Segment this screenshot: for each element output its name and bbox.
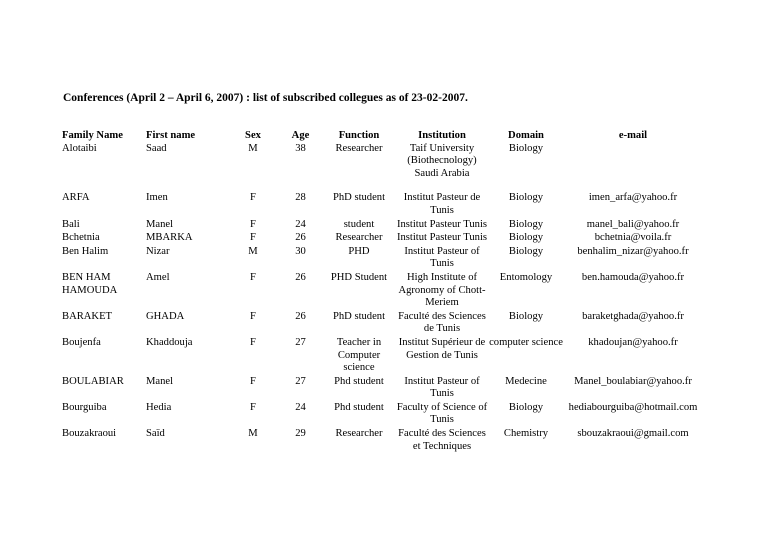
cell-institution: Faculty of Science of Tunis: [396, 401, 488, 426]
cell-email: baraketghada@yahoo.fr: [582, 310, 684, 322]
cell-function: Phd student: [334, 401, 384, 413]
header-institution-label: Institution: [418, 130, 466, 141]
cell-age: 24: [295, 218, 306, 230]
header-family-name-label: Family Name: [62, 130, 123, 141]
cell-age: 27: [295, 375, 306, 387]
cell-email: bchetnia@voila.fr: [594, 232, 672, 244]
cell-age: 29: [295, 428, 306, 440]
cell-sex: M: [248, 245, 258, 257]
first-entry-institution: Taif University (Biothecnology) Saudi Arabia: [407, 142, 477, 179]
cell-domain: Medecine: [505, 375, 547, 387]
first-entry-family-name: Alotaibi: [62, 142, 97, 154]
cell-institution: Institut Pasteur de Tunis: [403, 192, 481, 216]
cell-first-name: GHADA: [146, 310, 185, 322]
header-family-name: [58, 130, 144, 180]
cell-institution: Institut Pasteur Tunis: [396, 218, 488, 230]
cell-family-name: Boujenfa: [62, 336, 101, 348]
cell-email: benhalim_nizar@yahoo.fr: [577, 245, 689, 257]
cell-domain: Chemistry: [503, 428, 549, 440]
cell-function: Researcher: [335, 428, 383, 440]
cell-family-name: Bourguiba: [62, 401, 107, 413]
header-domain: [489, 130, 563, 180]
cell-domain: computer science: [489, 336, 563, 348]
header-email-label: e-mail: [618, 130, 648, 141]
cell-family-name: Ben Halim: [62, 245, 109, 257]
cell-sex: F: [250, 271, 256, 283]
cell-sex: F: [250, 401, 256, 413]
header-email: [563, 130, 703, 180]
table-row: [58, 192, 703, 218]
cell-first-name: Amel: [146, 271, 170, 283]
cell-first-name: Imen: [146, 192, 168, 204]
cell-family-name: BOULABIAR: [62, 375, 124, 387]
table-row: [58, 376, 703, 402]
cell-first-name: Saïd: [146, 428, 165, 440]
header-age: [278, 130, 323, 180]
cell-function: student: [343, 218, 375, 230]
cell-sex: M: [248, 428, 258, 440]
cell-email: khadoujan@yahoo.fr: [588, 336, 678, 348]
cell-institution: High Institute of Agronomy of Chott-Meriem: [398, 271, 486, 309]
table-row: [58, 402, 703, 428]
table-row: [58, 180, 703, 192]
cell-function: Researcher: [335, 232, 383, 244]
table-row: [58, 219, 703, 233]
cell-age: 24: [295, 401, 306, 413]
first-entry-domain: Biology: [508, 142, 544, 154]
cell-function: PHD: [348, 245, 370, 257]
cell-sex: F: [250, 375, 256, 387]
cell-email: manel_bali@yahoo.fr: [586, 218, 680, 230]
cell-first-name: Khaddouja: [146, 336, 193, 348]
header-function-label: Function: [338, 130, 380, 141]
header-first-name-label: First name: [146, 130, 196, 141]
page-title: Conferences (April 2 – April 6, 2007) : list of subscribed collegues as of 23-02-2007.: [63, 92, 468, 104]
cell-domain: Biology: [508, 310, 544, 322]
header-function: [323, 130, 395, 180]
cell-first-name: Nizar: [146, 245, 170, 257]
cell-domain: Biology: [508, 218, 544, 230]
subscribers-table: [58, 130, 703, 454]
table-row: [58, 272, 703, 311]
table-row: [58, 428, 703, 454]
cell-sex: F: [250, 218, 256, 230]
cell-sex: F: [250, 310, 256, 322]
cell-sex: F: [250, 336, 256, 348]
cell-function: Teacher in Computer science: [336, 336, 382, 374]
cell-first-name: Manel: [146, 375, 174, 387]
cell-email: hediabourguiba@hotmail.com: [568, 401, 698, 413]
table-row: [58, 246, 703, 272]
first-entry-sex: M: [248, 142, 258, 154]
cell-family-name: Bouzakraoui: [62, 428, 117, 440]
cell-domain: Biology: [508, 401, 544, 413]
cell-email: Manel_boulabiar@yahoo.fr: [574, 375, 692, 387]
cell-first-name: Hedia: [146, 401, 172, 413]
cell-institution: Institut Pasteur of Tunis: [404, 375, 480, 400]
cell-age: 28: [295, 192, 306, 204]
header-first-name: [144, 130, 228, 180]
header-row: [58, 130, 703, 180]
cell-sex: F: [250, 232, 256, 244]
cell-institution: Institut Pasteur of Tunis: [404, 245, 480, 270]
cell-age: 26: [295, 271, 306, 283]
cell-family-name: BEN HAM HAMOUDA: [62, 271, 118, 296]
table-row: [58, 311, 703, 337]
cell-age: 26: [295, 232, 306, 244]
cell-age: 30: [295, 245, 306, 257]
first-entry-first-name: Saad: [146, 142, 167, 154]
header-sex-label: Sex: [245, 130, 261, 141]
cell-function: PhD student: [332, 192, 386, 204]
first-entry-age: 38: [295, 142, 306, 154]
cell-domain: Biology: [508, 245, 544, 257]
cell-sex: F: [250, 192, 256, 204]
cell-first-name: Manel: [146, 218, 174, 230]
cell-family-name: Bchetnia: [62, 232, 100, 244]
cell-domain: Entomology: [499, 271, 553, 283]
cell-age: 27: [295, 336, 306, 348]
table-row: [58, 232, 703, 246]
cell-institution: Faculté des Sciences de Tunis: [398, 310, 486, 335]
cell-institution: Faculté des Sciences et Techniques: [398, 428, 486, 452]
cell-first-name: MBARKA: [146, 232, 193, 244]
cell-family-name: Bali: [62, 218, 80, 230]
table-row: [58, 337, 703, 376]
header-sex: [228, 130, 278, 180]
header-domain-label: Domain: [508, 130, 544, 141]
first-entry-function: Researcher: [335, 142, 383, 154]
cell-institution: Institut Pasteur Tunis: [396, 232, 488, 244]
cell-email: imen_arfa@yahoo.fr: [588, 192, 678, 204]
header-age-label: Age: [291, 130, 310, 141]
cell-email: sbouzakraoui@gmail.com: [577, 428, 689, 440]
cell-institution: Institut Supérieur de Gestion de Tunis: [398, 336, 486, 361]
cell-domain: Biology: [508, 192, 544, 204]
cell-family-name: BARAKET: [62, 310, 113, 322]
cell-function: Phd student: [334, 375, 384, 387]
cell-domain: Biology: [508, 232, 544, 244]
cell-function: PhD student: [332, 310, 386, 322]
cell-age: 26: [295, 310, 306, 322]
cell-family-name: ARFA: [62, 192, 90, 204]
cell-email: ben.hamouda@yahoo.fr: [581, 271, 685, 283]
cell-function: PHD Student: [330, 271, 388, 283]
header-institution: [395, 130, 489, 180]
